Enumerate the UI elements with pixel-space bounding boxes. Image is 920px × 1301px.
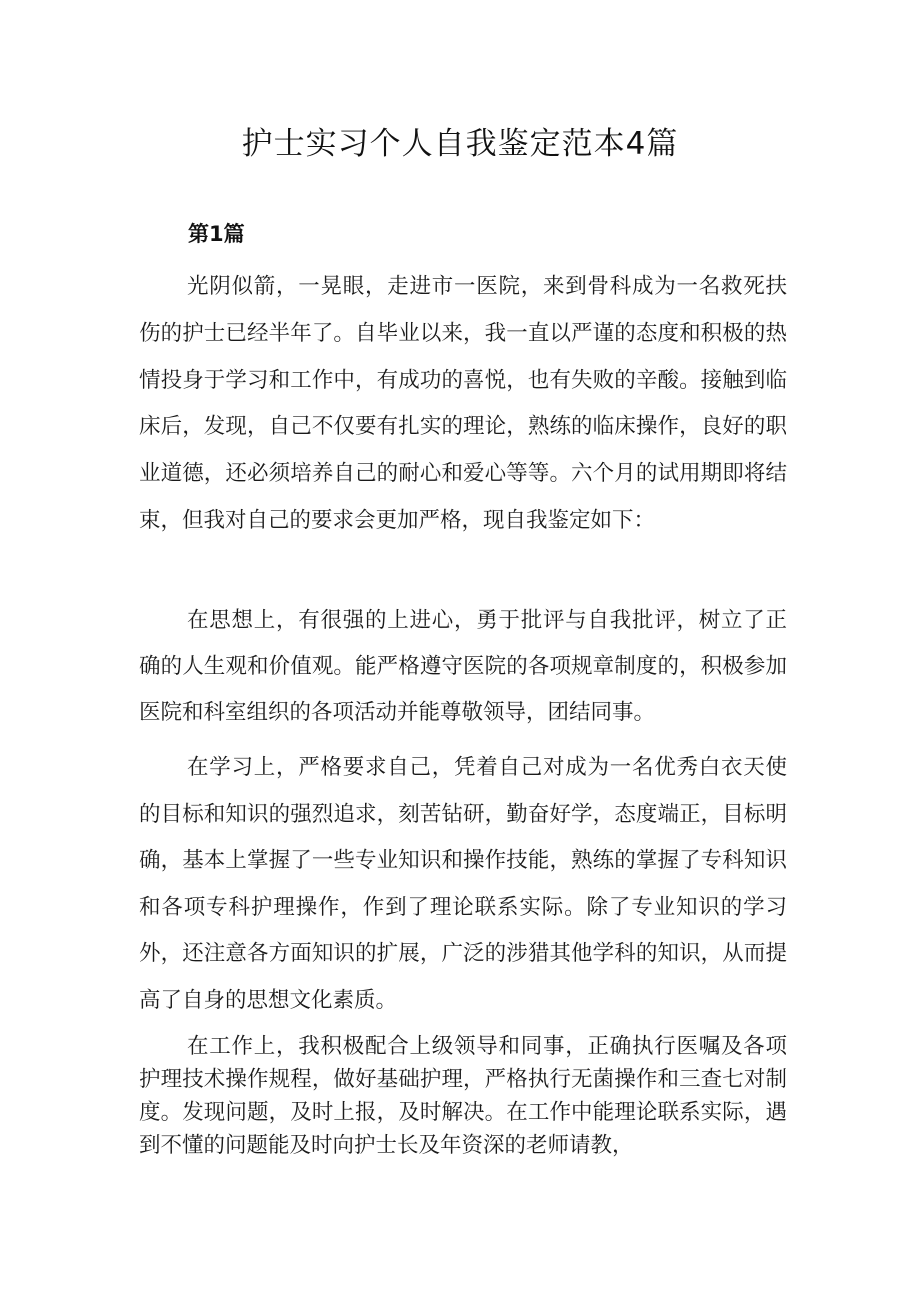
paragraph-thought: 在思想上，有很强的上进心，勇于批评与自我批评，树立了正确的人生观和价值观。能严格遵守医院的各项规章制度的，积极参加医院和科室组织的各项活动并能尊敬领导，团结同事。 [139,608,787,725]
paragraph-study: 在学习上，严格要求自己，凭着自己对成为一名优秀白衣天使的目标和知识的强烈追求，刻苦钻研，勤奋好学，态度端正，目标明确，基本上掌握了一些专业知识和操作技能，熟练的掌握了专科知识和各项专科护理操作，作到了理论联系实际。除了专业知识的学习外，还注意各方面知识的扩展，广泛的涉猎其他学科的知识，从而提高了自身的思想文化素质。 [139,755,787,1013]
document-title: 护士实习个人自我鉴定范本4篇 [241,126,679,162]
paragraph-work: 在工作上，我积极配合上级领导和同事，正确执行医嘱及各项护理技术操作规程，做好基础护理，严格执行无菌操作和三查七对制度。发现问题，及时上报，及时解决。在工作中能理论联系实际，遇到不懂的问题能及时向护士长及年资深的老师请教， [139,1034,787,1158]
paragraph-intro: 光阴似箭，一晃眼，走进市一医院，来到骨科成为一名救死扶伤的护士已经半年了。自毕业以来，我一直以严谨的态度和积极的热情投身于学习和工作中，有成功的喜悦，也有失败的辛酸。接触到临床后，发现，自己不仅要有扎实的理论，熟练的临床操作，良好的职业道德，还必须培养自己的耐心和爱心等等。六个月的试用期即将结束，但我对自己的要求会更加严格，现自我鉴定如下： [139,274,787,533]
section-heading: 第1篇 [188,222,245,246]
